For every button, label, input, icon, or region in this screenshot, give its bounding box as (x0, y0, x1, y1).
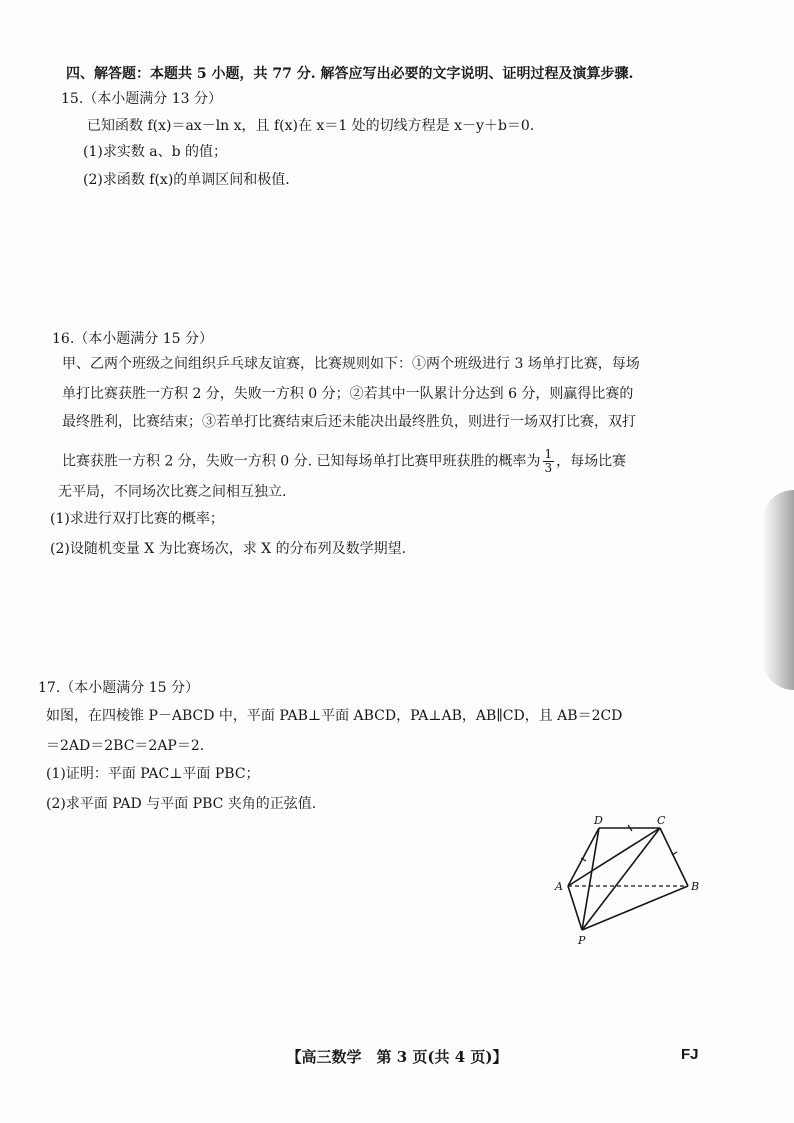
q15-part2: (2)求函数 f(x)的单调区间和极值. (83, 172, 290, 188)
probability-fraction (543, 448, 555, 475)
edge-AC (568, 828, 660, 886)
q16-header: 16.（本小题满分 15 分） (52, 331, 213, 347)
q16-line4 (62, 448, 626, 475)
edge-PC (582, 828, 660, 930)
fraction-numerator: 1 (544, 447, 553, 461)
q17-part2: (2)求平面 PAD 与平面 PBC 夹角的正弦值. (46, 796, 317, 812)
edge-CB (660, 828, 688, 886)
footer-code: FJ (681, 1046, 699, 1063)
footer-page-info: 【高三数学 第 3 页(共 4 页)】 (286, 1048, 508, 1066)
q16-line1: 甲、乙两个班级之间组织乒乓球友谊赛，比赛规则如下：①两个班级进行 3 场单打比赛，每场 (62, 356, 640, 372)
q17-header: 17.（本小题满分 15 分） (38, 680, 199, 696)
q15-part1: (1)求实数 a、b 的值； (83, 144, 228, 160)
vertex-label-B: B (691, 880, 700, 893)
q16-line4-text-b: ，每场比赛 (556, 453, 627, 470)
section-header: 四、解答题：本题共 5 小题，共 77 分. 解答应写出必要的文字说明、证明过程及演算步骤. (66, 66, 634, 82)
vertex-label-P: P (578, 934, 586, 947)
q16-line3: 最终胜利，比赛结束；③若单打比赛结束后还未能决出最终胜负，则进行一场双打比赛，双打 (62, 414, 636, 430)
q15-stem: 已知函数 f(x)＝ax－ln x，且 f(x)在 x＝1 处的切线方程是 x－y＋b＝0. (87, 118, 535, 134)
fraction-denominator: 3 (544, 461, 553, 475)
pyramid-figure (548, 815, 708, 950)
q17-part1: (1)证明：平面 PAC⊥平面 PBC； (46, 766, 260, 782)
q17-line2: ＝2AD＝2BC＝2AP＝2. (46, 738, 205, 754)
q17-line1: 如图，在四棱锥 P－ABCD 中，平面 PAB⊥平面 ABCD，PA⊥AB，AB∥CD，且 AB＝2CD (46, 708, 623, 724)
page-edge-shadow (762, 490, 794, 690)
vertex-label-D: D (594, 815, 603, 827)
edge-AP (568, 886, 582, 930)
q16-line2: 单打比赛获胜一方积 2 分，失败一方积 0 分；②若其中一队累计分达到 6 分，则赢得比赛的 (62, 386, 634, 402)
q16-line5: 无平局，不同场次比赛之间相互独立. (58, 484, 287, 500)
vertex-label-A: A (555, 880, 563, 893)
vertex-label-C: C (657, 815, 666, 827)
q16-part1: (1)求进行双打比赛的概率； (50, 511, 224, 527)
q16-line4-text-a: 比赛获胜一方积 2 分，失败一方积 0 分. 已知每场单打比赛甲班获胜的概率为 (62, 453, 541, 470)
q16-part2: (2)设随机变量 X 为比赛场次，求 X 的分布列及数学期望. (50, 541, 407, 557)
q15-header: 15.（本小题满分 13 分） (61, 91, 222, 107)
